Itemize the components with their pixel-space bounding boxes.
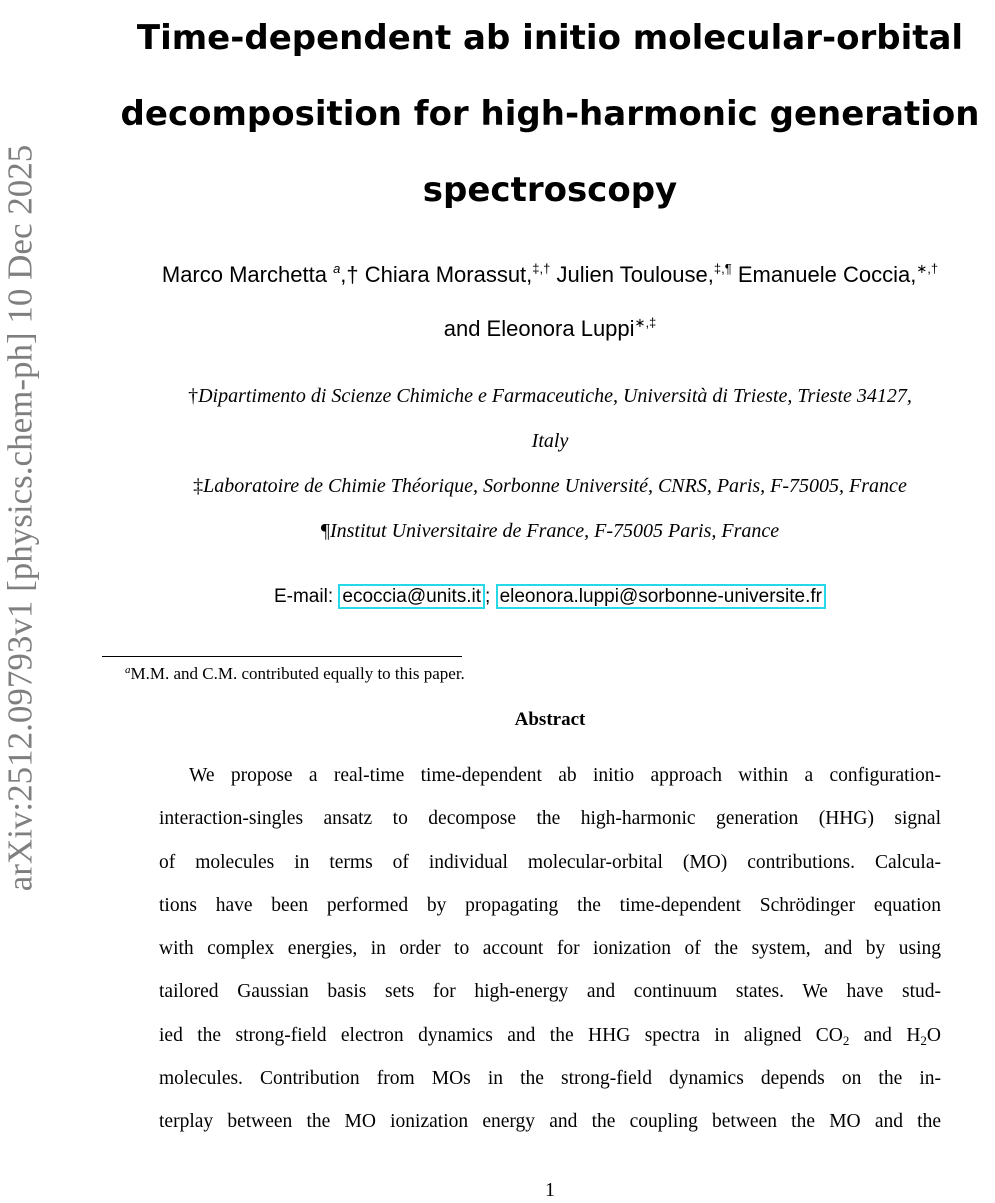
affiliation-line	[95, 374, 995, 419]
abstract-line: tailored Gaussian basis sets for high-energy and continuum states. We have stud-	[159, 981, 941, 1003]
author-affiliation-mark: ‡,¶	[713, 261, 732, 276]
affiliation-list	[95, 374, 995, 554]
abstract-line: We propose a real-time time-dependent ab initio approach within a configuration-	[189, 765, 941, 786]
affiliation-mark: ¶	[320, 520, 330, 542]
title-line: Time-dependent ab initio molecular-orbital	[136, 18, 964, 58]
email-link-coccia[interactable]: ecoccia@units.it	[338, 584, 485, 609]
footnote-text: M.M. and C.M. contributed equally to this paper.	[130, 664, 465, 683]
abstract-body	[159, 754, 941, 1144]
paper-title	[100, 0, 995, 228]
abstract-line: interaction-singles ansatz to decompose the high-harmonic generation (HHG) signal	[159, 808, 941, 830]
abstract-text: O	[926, 1024, 941, 1046]
subscript: 2	[920, 1032, 927, 1048]
affiliation-line	[95, 509, 995, 554]
abstract-line: terplay between the MO ionization energy and the coupling between the MO and the	[159, 1111, 941, 1133]
title-line: decomposition for high-harmonic generation	[120, 94, 980, 134]
abstract-line: tions have been performed by propagating the time-dependent Schrödinger equation	[159, 894, 941, 916]
author-name: Marco Marchetta	[161, 262, 327, 287]
affiliation-line: Italy	[531, 430, 569, 452]
author-name: Julien Toulouse,	[556, 262, 714, 287]
footnote-mark: a	[125, 664, 131, 676]
affiliation-text: Dipartimento di Scienze Chimiche e Farmaceutiche, Università di Trieste, Trieste 34127,	[198, 385, 912, 407]
author-line	[95, 248, 995, 302]
email-label: E-mail:	[273, 586, 334, 607]
footnote	[125, 661, 465, 687]
affiliation-mark: †	[188, 385, 199, 407]
subscript: 2	[842, 1032, 850, 1048]
title-line: spectroscopy	[422, 170, 678, 210]
author-name: Chiara Morassut,	[364, 262, 533, 287]
abstract-heading: Abstract	[514, 709, 586, 730]
abstract-line: of molecules in terms of individual molecular-orbital (MO) contributions. Calcula-	[159, 851, 941, 873]
affiliation-line	[95, 464, 995, 509]
abstract-line: with complex energies, in order to account for ionization of the system, and by using	[159, 938, 941, 960]
author-footnote-mark: a	[333, 261, 341, 276]
author-list	[95, 248, 995, 356]
affiliation-text: Laboratoire de Chimie Théorique, Sorbonne Université, CNRS, Paris, F-75005, France	[203, 475, 907, 497]
author-affiliation-mark: ‡,†	[532, 261, 551, 276]
email-separator: ;	[485, 586, 491, 607]
affiliation-text: Institut Universitaire de France, F-75005 Paris, France	[329, 520, 780, 542]
abstract-text: ied the strong-field electron dynamics and the HHG spectra in aligned CO	[159, 1024, 843, 1046]
footnote-divider	[102, 656, 462, 657]
author-name: Emanuele Coccia,	[737, 262, 917, 287]
page-number: 1	[545, 1179, 555, 1201]
abstract-text: and H	[849, 1024, 921, 1046]
author-affiliation-mark: ,†	[340, 262, 359, 287]
author-affiliation-mark: ∗,‡	[634, 315, 657, 330]
author-name: and Eleonora Luppi	[443, 316, 635, 341]
abstract-line	[159, 1014, 941, 1057]
author-line	[95, 302, 995, 356]
email-link-luppi[interactable]: eleonora.luppi@sorbonne-universite.fr	[496, 584, 826, 609]
email-line	[95, 582, 995, 612]
author-affiliation-mark: ∗,†	[916, 261, 939, 276]
arxiv-identifier-stamp: arXiv:2512.09793v1 [physics.chem-ph] 10 Dec 2025	[0, 144, 40, 892]
abstract-line: molecules. Contribution from MOs in the strong-field dynamics depends on the in-	[159, 1068, 941, 1090]
affiliation-mark: ‡	[193, 475, 204, 497]
